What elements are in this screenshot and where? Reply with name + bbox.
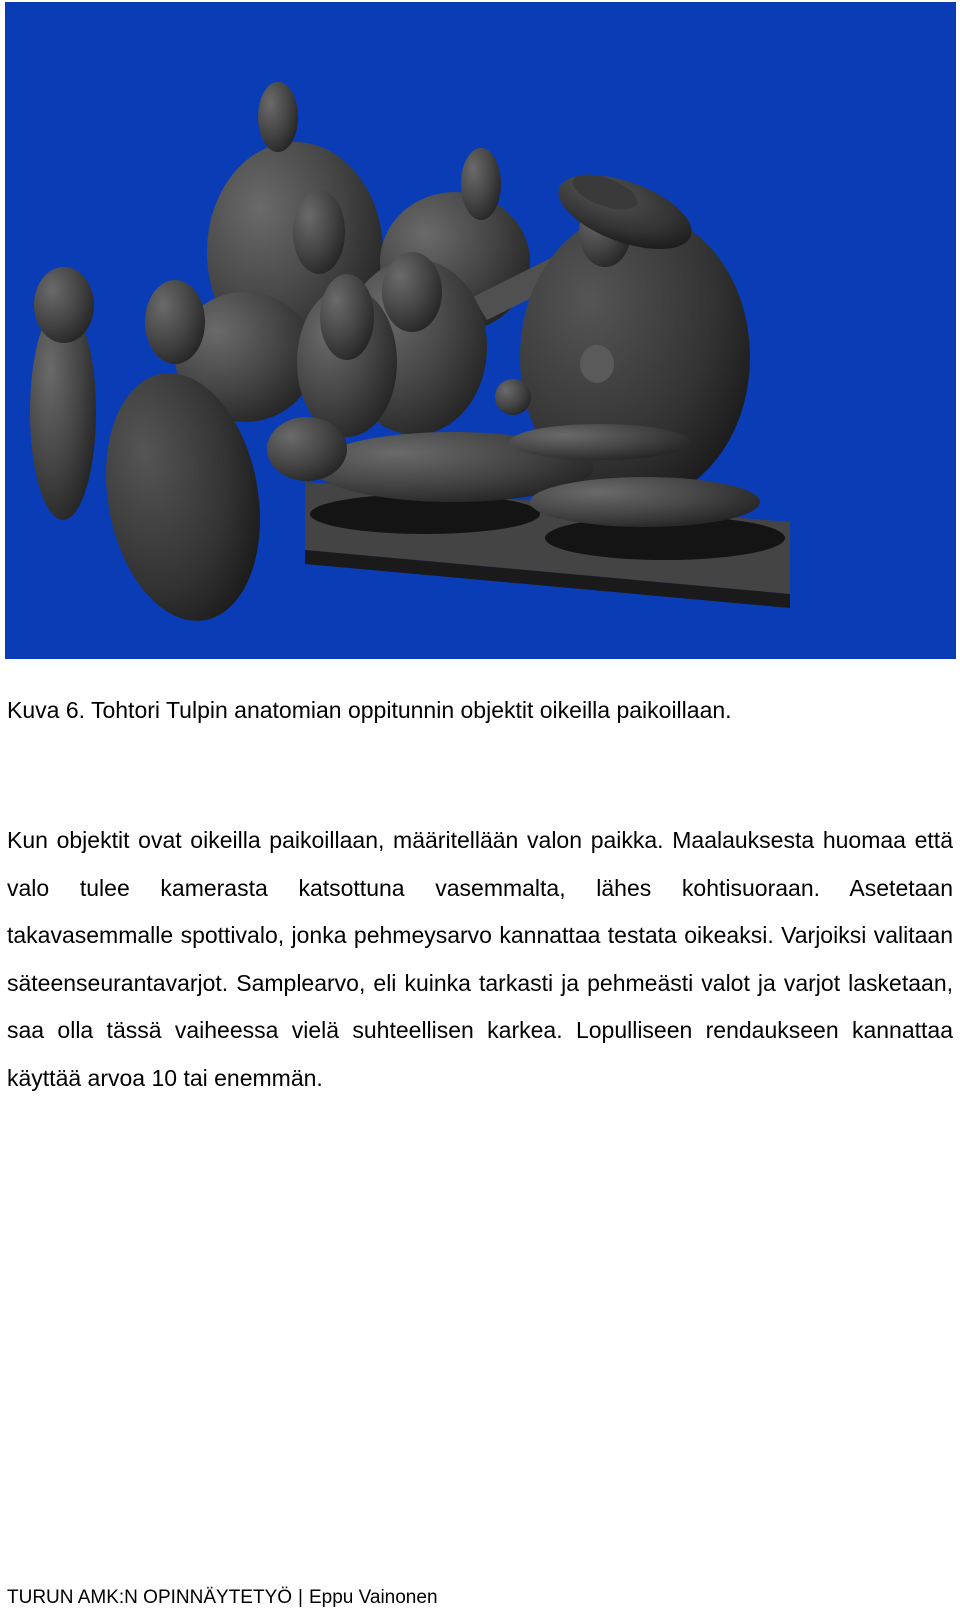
corpse-legs <box>530 477 760 527</box>
figure-caption: Kuva 6. Tohtori Tulpin anatomian oppitunnin objektit oikeilla paikoillaan. <box>7 697 732 723</box>
figure-right-back-head <box>461 148 501 220</box>
figure-middle-head <box>293 190 345 274</box>
figure-small-head <box>320 274 374 360</box>
figure-mid-left-head <box>145 280 205 364</box>
render-image <box>5 2 956 659</box>
render-figure <box>5 2 956 659</box>
footer-separator: | <box>298 1587 303 1608</box>
footer-institution: TURUN AMK:N OPINNÄYTETYÖ <box>7 1587 293 1608</box>
figure-left-head <box>34 267 94 343</box>
figure-center-head <box>382 252 442 332</box>
footer-author: Eppu Vainonen <box>308 1587 438 1608</box>
figure-doctor-detail <box>580 345 614 383</box>
figure-back-head <box>258 82 298 152</box>
page-footer <box>7 1586 438 1610</box>
corpse-head <box>267 417 347 481</box>
body-paragraph: Kun objektit ovat oikeilla paikoillaan, määritellään valon paikka. Maalauksesta huomaa että valo tulee kamerasta katsottuna vasemmalta, lähes kohtisuoraan. Asetetaan takavasemmalle spottivalo, jonka pehmeysarvo kannattaa testata oikeaksi. Varjoiksi valitaan säteenseurantavarjot. Samplearvo, eli kuinka tarkasti ja pehmeästi valot ja varjot lasketaan, saa olla tässä vaiheessa vielä suhteellisen karkea. Lopulliseen rendaukseen kannattaa käyttää arvoa 10 tai enemmän. <box>7 827 953 1091</box>
small-sphere <box>495 379 531 415</box>
corpse-arm <box>510 424 690 460</box>
